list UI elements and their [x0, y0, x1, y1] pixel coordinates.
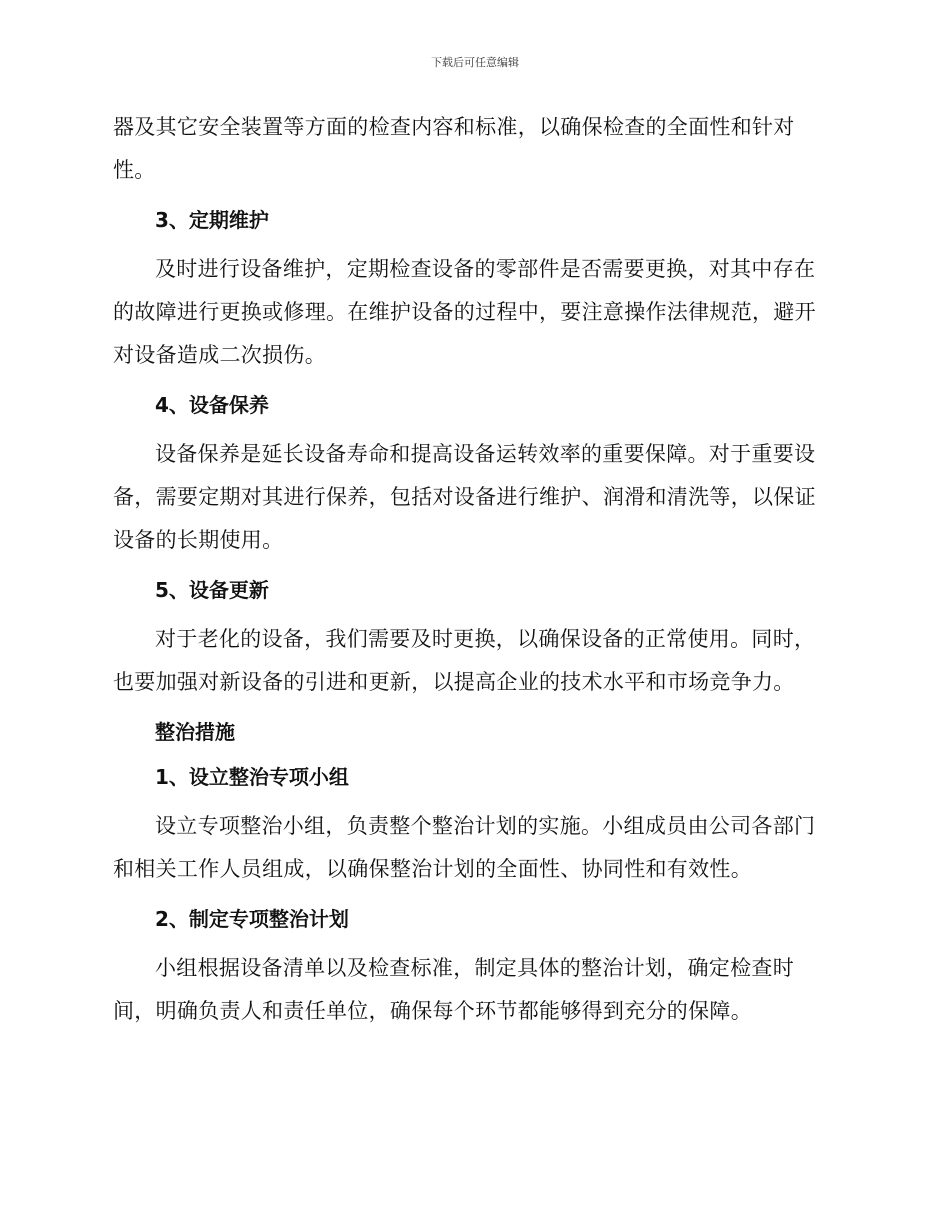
- section-3-paragraph: 及时进行设备维护，定期检查设备的零部件是否需要更换，对其中存在的故障进行更换或修理。在维护设备的过程中，要注意操作法律规范，避开对设备造成二次损伤。: [113, 257, 816, 367]
- section-4-heading: 4、设备保养: [155, 393, 269, 417]
- measure-2-paragraph: 小组根据设备清单以及检查标准，制定具体的整治计划，确定检查时间，明确负责人和责任单位，确保每个环节都能够得到充分的保障。: [113, 956, 794, 1023]
- section-3-heading: 3、定期维护: [155, 208, 269, 232]
- page-header: 下载后可任意编辑: [431, 56, 519, 69]
- measure-2-heading: 2、制定专项整治计划: [155, 907, 349, 931]
- measure-1-heading: 1、设立整治专项小组: [155, 765, 349, 789]
- section-5-heading: 5、设备更新: [155, 578, 269, 602]
- continued-paragraph: 器及其它安全装置等方面的检查内容和标准，以确保检查的全面性和针对性。: [113, 115, 795, 182]
- measures-heading: 整治措施: [155, 720, 235, 744]
- measure-1-paragraph: 设立专项整治小组，负责整个整治计划的实施。小组成员由公司各部门和相关工作人员组成，以确保整治计划的全面性、协同性和有效性。: [113, 814, 816, 881]
- section-5-paragraph: 对于老化的设备，我们需要及时更换，以确保设备的正常使用。同时，也要加强对新设备的引进和更新，以提高企业的技术水平和市场竞争力。: [113, 627, 816, 694]
- section-4-paragraph: 设备保养是延长设备寿命和提高设备运转效率的重要保障。对于重要设备，需要定期对其进行保养，包括对设备进行维护、润滑和清洗等，以保证设备的长期使用。: [113, 442, 816, 552]
- document-body: [113, 106, 831, 1033]
